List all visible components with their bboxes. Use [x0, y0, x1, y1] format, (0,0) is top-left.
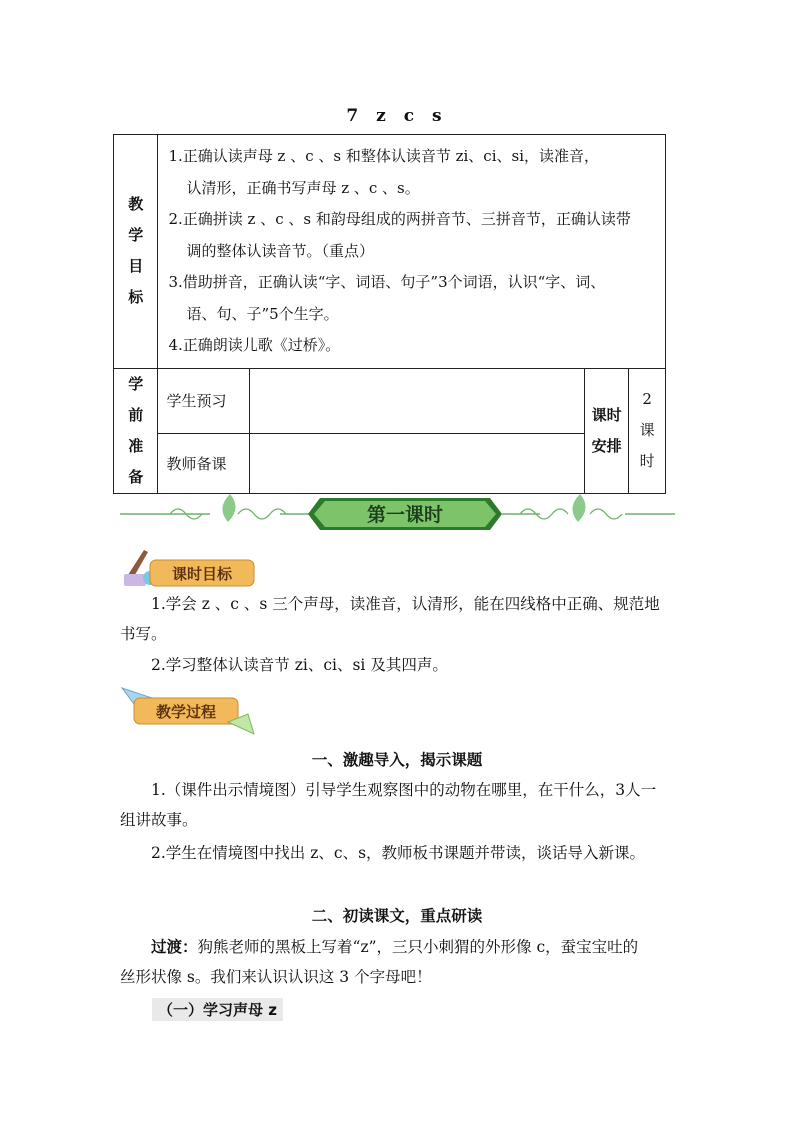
prep-label: 学 前 准 备	[114, 368, 158, 493]
badge-teaching-process	[120, 684, 260, 736]
student-prep-label: 学生预习	[158, 368, 250, 433]
section1-line-1-cont: 组讲故事。	[120, 811, 198, 829]
leaf-icon	[572, 494, 585, 522]
svg-text:教学过程: 教学过程	[155, 703, 217, 721]
section2-title: 二、初读课文，重点研读	[311, 907, 483, 925]
section1-line-1: 1.（课件出示情境图）引导学生观察图中的动物在哪里，在干什么，3人一	[151, 781, 657, 799]
page-title: 7 z c s	[346, 106, 448, 126]
lesson-goals-2: 2.学习整体认读音节 zi、ci、si 及其四声。	[151, 656, 448, 674]
teacher-prep-cell[interactable]	[250, 433, 585, 493]
goal-item: 3.借助拼音，正确认读“字、词语、句子”3个词语，认识“字、词、 语、句、子”5个生字。	[168, 273, 606, 323]
student-prep-cell[interactable]	[250, 368, 585, 433]
section1-line-2: 2.学生在情境图中找出 z、c、s，教师板书课题并带读，谈话导入新课。	[151, 844, 646, 862]
transition-line-2: 丝形状像 s。我们来认识认识这 3 个字母吧！	[120, 968, 432, 986]
lesson-goals-1: 1.学会 z 、c 、s 三个声母，读准音，认清形，能在四线格中正确、规范地	[151, 595, 660, 613]
transition-line-1: 过渡：狗熊老师的黑板上写着“z”，三只小刺猬的外形像 c，蚕宝宝吐的	[151, 937, 639, 956]
badge-lesson-goals	[120, 548, 260, 592]
subsection-heading: （一）学习声母 z	[152, 998, 283, 1021]
section1-title: 一、激趣导入，揭示课题	[311, 751, 483, 769]
keshi-label: 课时 安排	[584, 368, 628, 493]
lesson-banner	[120, 492, 675, 534]
keshi-value: 2 课 时	[629, 368, 666, 493]
leaf-icon	[222, 494, 235, 522]
lesson-plan-table	[113, 134, 666, 494]
goal-item: 2.正确拼读 z 、c 、s 和韵母组成的两拼音节、三拼音节，正确认读带 调的整体认读音节。（重点）	[168, 210, 631, 260]
lesson-goals-1-cont: 书写。	[120, 625, 167, 643]
goal-list	[158, 135, 666, 369]
svg-text:课时目标: 课时目标	[171, 565, 233, 583]
goal-item: 1.正确认读声母 z 、c 、s 和整体认读音节 zi、ci、si，读准音， 认清形，正确书写声母 z 、c 、s。	[168, 147, 599, 197]
goal-label: 教 学 目 标	[114, 135, 158, 369]
teacher-prep-label: 教师备课	[158, 433, 250, 493]
goal-item: 4.正确朗读儿歌《过桥》。	[168, 336, 341, 354]
banner-text: 第一课时	[366, 504, 444, 526]
